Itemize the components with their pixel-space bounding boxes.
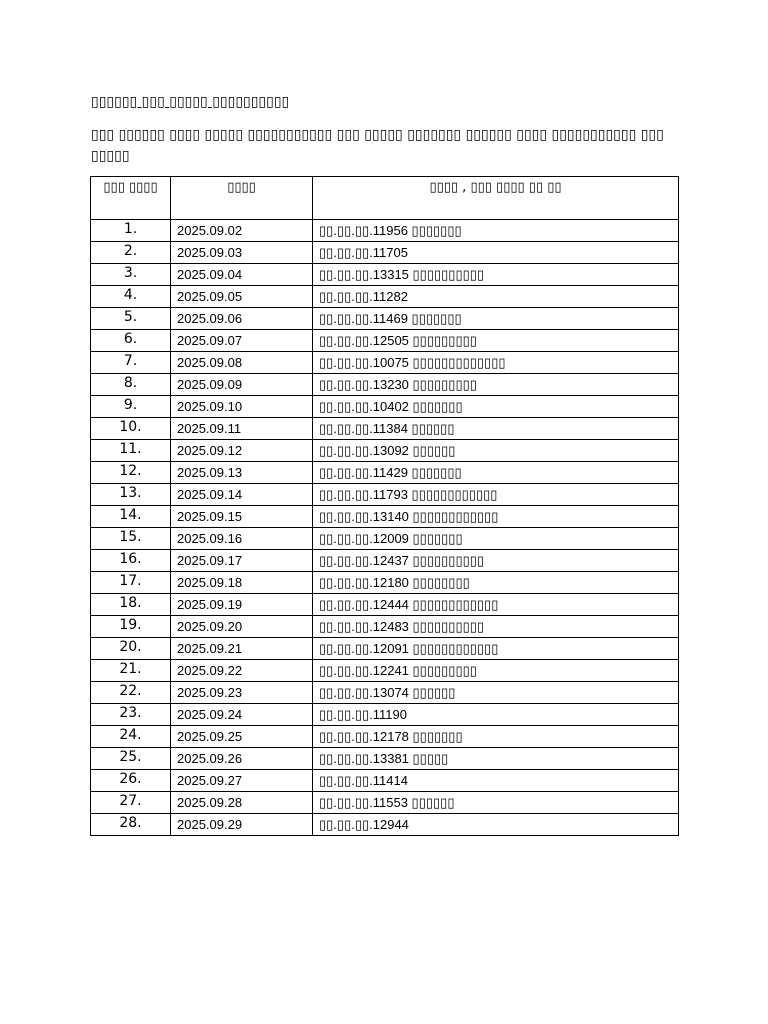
row-number: 14. [91, 506, 171, 528]
table-row [91, 330, 679, 352]
row-number: 12. [91, 462, 171, 484]
table-row [91, 242, 679, 264]
table-row [91, 374, 679, 396]
row-reference: ▯▯.▯▯.▯▯.11469 ▯▯▯▯▯▯▯ [313, 308, 679, 330]
row-number: 21. [91, 660, 171, 682]
row-number: 17. [91, 572, 171, 594]
row-reference: ▯▯.▯▯.▯▯.12091 ▯▯▯▯▯▯▯▯▯▯▯▯ [313, 638, 679, 660]
row-reference: ▯▯.▯▯.▯▯.11705 [313, 242, 679, 264]
table-row [91, 462, 679, 484]
row-date: 2025.09.20 [171, 616, 313, 638]
row-number: 18. [91, 594, 171, 616]
table-row [91, 308, 679, 330]
row-date: 2025.09.04 [171, 264, 313, 286]
row-number: 9. [91, 396, 171, 418]
row-reference: ▯▯.▯▯.▯▯.11553 ▯▯▯▯▯▯ [313, 792, 679, 814]
row-date: 2025.09.12 [171, 440, 313, 462]
table-row [91, 726, 679, 748]
row-date: 2025.09.23 [171, 682, 313, 704]
row-date: 2025.09.17 [171, 550, 313, 572]
row-date: 2025.09.13 [171, 462, 313, 484]
row-date: 2025.09.16 [171, 528, 313, 550]
row-number: 26. [91, 770, 171, 792]
row-number: 13. [91, 484, 171, 506]
row-date: 2025.09.29 [171, 814, 313, 836]
table-row [91, 616, 679, 638]
table-row [91, 704, 679, 726]
intro-paragraph: ▯▯▯ ▯▯▯▯▯▯ ▯▯▯▯ ▯▯▯▯▯ ▯▯▯▯▯▯▯▯▯▯▯ ▯▯▯ ▯▯▯▯▯ ▯▯▯▯▯▯▯ ▯▯▯▯▯▯ ▯▯▯▯ ▯▯▯▯▯▯▯▯▯▯▯ ▯▯▯ ▯▯▯▯▯ [91, 127, 664, 164]
row-number: 28. [91, 814, 171, 836]
table-row [91, 440, 679, 462]
row-reference: ▯▯.▯▯.▯▯.12180 ▯▯▯▯▯▯▯▯ [313, 572, 679, 594]
row-number: 20. [91, 638, 171, 660]
row-reference: ▯▯.▯▯.▯▯.13140 ▯▯▯▯▯▯▯▯▯▯▯▯ [313, 506, 679, 528]
table-row [91, 484, 679, 506]
table-row [91, 572, 679, 594]
row-date: 2025.09.07 [171, 330, 313, 352]
row-reference: ▯▯.▯▯.▯▯.10402 ▯▯▯▯▯▯▯ [313, 396, 679, 418]
row-date: 2025.09.11 [171, 418, 313, 440]
row-date: 2025.09.03 [171, 242, 313, 264]
document-title: ▯▯▯▯▯▯ ▯▯▯ ▯▯▯▯▯ ▯▯▯▯▯▯▯▯▯▯ [91, 94, 290, 110]
table-row [91, 770, 679, 792]
table-row [91, 418, 679, 440]
row-reference: ▯▯.▯▯.▯▯.12437 ▯▯▯▯▯▯▯▯▯▯ [313, 550, 679, 572]
row-date: 2025.09.05 [171, 286, 313, 308]
table-row [91, 286, 679, 308]
table-row [91, 814, 679, 836]
header-reference: ▯▯▯▯ , ▯▯▯ ▯▯▯▯ ▯▯ ▯▯ [313, 177, 679, 220]
row-date: 2025.09.28 [171, 792, 313, 814]
row-date: 2025.09.18 [171, 572, 313, 594]
row-number: 5. [91, 308, 171, 330]
row-reference: ▯▯.▯▯.▯▯.11956 ▯▯▯▯▯▯▯ [313, 220, 679, 242]
row-date: 2025.09.14 [171, 484, 313, 506]
row-date: 2025.09.06 [171, 308, 313, 330]
row-number: 16. [91, 550, 171, 572]
row-date: 2025.09.08 [171, 352, 313, 374]
row-reference: ▯▯.▯▯.▯▯.10075 ▯▯▯▯▯▯▯▯▯▯▯▯▯ [313, 352, 679, 374]
row-number: 4. [91, 286, 171, 308]
table-row [91, 264, 679, 286]
row-number: 19. [91, 616, 171, 638]
row-date: 2025.09.02 [171, 220, 313, 242]
row-reference: ▯▯.▯▯.▯▯.11282 [313, 286, 679, 308]
row-reference: ▯▯.▯▯.▯▯.13315 ▯▯▯▯▯▯▯▯▯▯ [313, 264, 679, 286]
row-number: 24. [91, 726, 171, 748]
row-number: 8. [91, 374, 171, 396]
row-number: 25. [91, 748, 171, 770]
table-row [91, 594, 679, 616]
table-row [91, 352, 679, 374]
table-row [91, 220, 679, 242]
row-date: 2025.09.22 [171, 660, 313, 682]
table-row [91, 748, 679, 770]
row-number: 3. [91, 264, 171, 286]
row-reference: ▯▯.▯▯.▯▯.11793 ▯▯▯▯▯▯▯▯▯▯▯▯ [313, 484, 679, 506]
table-header-row [91, 177, 679, 220]
row-date: 2025.09.24 [171, 704, 313, 726]
row-date: 2025.09.25 [171, 726, 313, 748]
table-row [91, 682, 679, 704]
row-reference: ▯▯.▯▯.▯▯.12009 ▯▯▯▯▯▯▯ [313, 528, 679, 550]
row-date: 2025.09.10 [171, 396, 313, 418]
row-date: 2025.09.26 [171, 748, 313, 770]
header-number: ▯▯▯ ▯▯▯▯ [91, 177, 171, 220]
table-row [91, 638, 679, 660]
row-date: 2025.09.27 [171, 770, 313, 792]
row-number: 27. [91, 792, 171, 814]
table-row [91, 396, 679, 418]
row-reference: ▯▯.▯▯.▯▯.11190 [313, 704, 679, 726]
row-reference: ▯▯.▯▯.▯▯.12944 [313, 814, 679, 836]
table-row [91, 660, 679, 682]
row-reference: ▯▯.▯▯.▯▯.13230 ▯▯▯▯▯▯▯▯▯ [313, 374, 679, 396]
row-number: 11. [91, 440, 171, 462]
row-number: 22. [91, 682, 171, 704]
row-reference: ▯▯.▯▯.▯▯.11429 ▯▯▯▯▯▯▯ [313, 462, 679, 484]
row-reference: ▯▯.▯▯.▯▯.12505 ▯▯▯▯▯▯▯▯▯ [313, 330, 679, 352]
schedule-table [90, 176, 679, 836]
row-date: 2025.09.19 [171, 594, 313, 616]
row-reference: ▯▯.▯▯.▯▯.11414 [313, 770, 679, 792]
table-row [91, 528, 679, 550]
row-reference: ▯▯.▯▯.▯▯.13092 ▯▯▯▯▯▯ [313, 440, 679, 462]
row-reference: ▯▯.▯▯.▯▯.12178 ▯▯▯▯▯▯▯ [313, 726, 679, 748]
row-reference: ▯▯.▯▯.▯▯.11384 ▯▯▯▯▯▯ [313, 418, 679, 440]
row-number: 2. [91, 242, 171, 264]
row-reference: ▯▯.▯▯.▯▯.12241 ▯▯▯▯▯▯▯▯▯ [313, 660, 679, 682]
row-reference: ▯▯.▯▯.▯▯.12483 ▯▯▯▯▯▯▯▯▯▯ [313, 616, 679, 638]
table-row [91, 792, 679, 814]
row-reference: ▯▯.▯▯.▯▯.12444 ▯▯▯▯▯▯▯▯▯▯▯▯ [313, 594, 679, 616]
row-number: 7. [91, 352, 171, 374]
table-row [91, 550, 679, 572]
header-date: ▯▯▯▯ [171, 177, 313, 220]
row-reference: ▯▯.▯▯.▯▯.13074 ▯▯▯▯▯▯ [313, 682, 679, 704]
row-date: 2025.09.15 [171, 506, 313, 528]
row-number: 15. [91, 528, 171, 550]
row-number: 23. [91, 704, 171, 726]
row-date: 2025.09.09 [171, 374, 313, 396]
row-number: 6. [91, 330, 171, 352]
table-row [91, 506, 679, 528]
row-number: 1. [91, 220, 171, 242]
row-number: 10. [91, 418, 171, 440]
row-date: 2025.09.21 [171, 638, 313, 660]
row-reference: ▯▯.▯▯.▯▯.13381 ▯▯▯▯▯ [313, 748, 679, 770]
